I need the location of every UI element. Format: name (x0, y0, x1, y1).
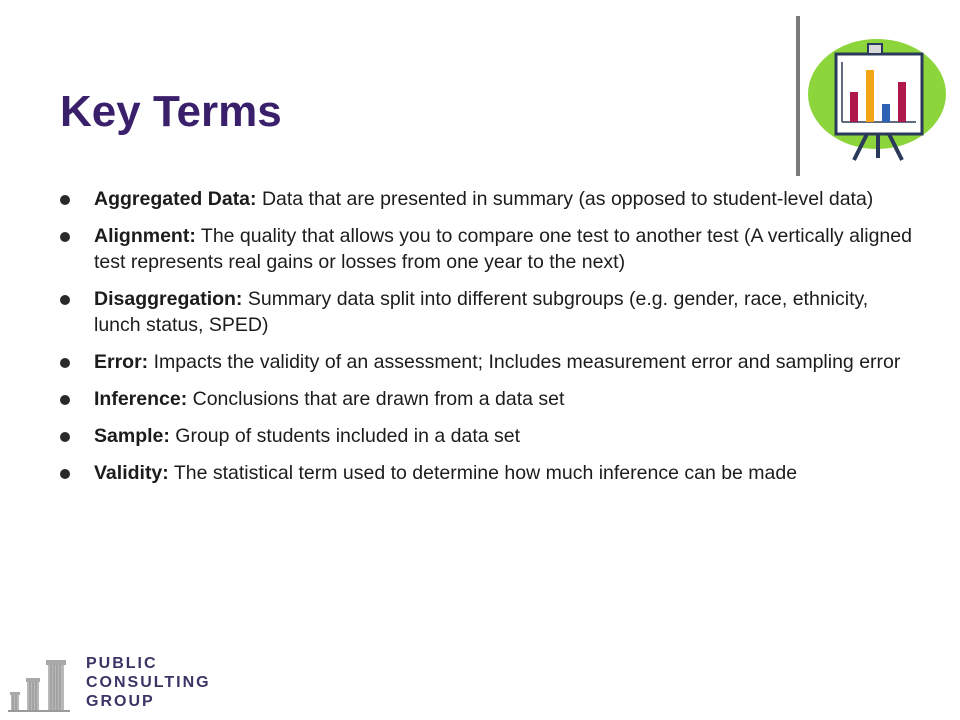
bullet-icon (60, 395, 70, 405)
slide-title: Key Terms (60, 87, 282, 136)
bullet-icon (60, 432, 70, 442)
bar-chart-easel-icon (806, 36, 948, 164)
term-name: Inference: (94, 388, 188, 410)
list-item (60, 386, 920, 412)
bullet-icon (60, 232, 70, 242)
term-name: Aggregated Data: (94, 188, 257, 210)
term-name: Disaggregation: (94, 288, 243, 310)
vertical-divider (796, 16, 800, 176)
term-definition: The quality that allows you to compare one test to another test (A vertically aligned test represents real gains or losses from one year to the next) (94, 225, 912, 273)
logo-wordmark (86, 654, 211, 711)
columns-icon (8, 658, 78, 712)
bullet-icon (60, 469, 70, 479)
term-definition: Conclusions that are drawn from a data set (192, 388, 565, 410)
term-definition: Group of students included in a data set (175, 425, 521, 447)
bullet-icon (60, 358, 70, 368)
list-item (60, 286, 920, 338)
list-item (60, 223, 920, 275)
term-definition: Summary data split into different subgroups (e.g. gender, race, ethnicity, lunch status, SPED) (94, 288, 869, 336)
logo-line: PUBLIC (86, 655, 158, 672)
company-logo (8, 654, 218, 712)
term-definition: Impacts the validity of an assessment; Includes measurement error and sampling error (153, 351, 901, 373)
list-item (60, 460, 920, 486)
term-name: Sample: (94, 425, 170, 447)
term-definition: The statistical term used to determine how much inference can be made (173, 462, 798, 484)
logo-line: GROUP (86, 693, 155, 710)
term-name: Alignment: (94, 225, 196, 247)
list-item (60, 349, 920, 375)
key-terms-list (60, 186, 920, 497)
term-name: Error: (94, 351, 149, 373)
list-item (60, 423, 920, 449)
term-name: Validity: (94, 462, 169, 484)
logo-line: CONSULTING (86, 674, 211, 691)
bullet-icon (60, 295, 70, 305)
list-item (60, 186, 920, 212)
term-definition: Data that are presented in summary (as opposed to student-level data) (261, 188, 874, 210)
bullet-icon (60, 195, 70, 205)
